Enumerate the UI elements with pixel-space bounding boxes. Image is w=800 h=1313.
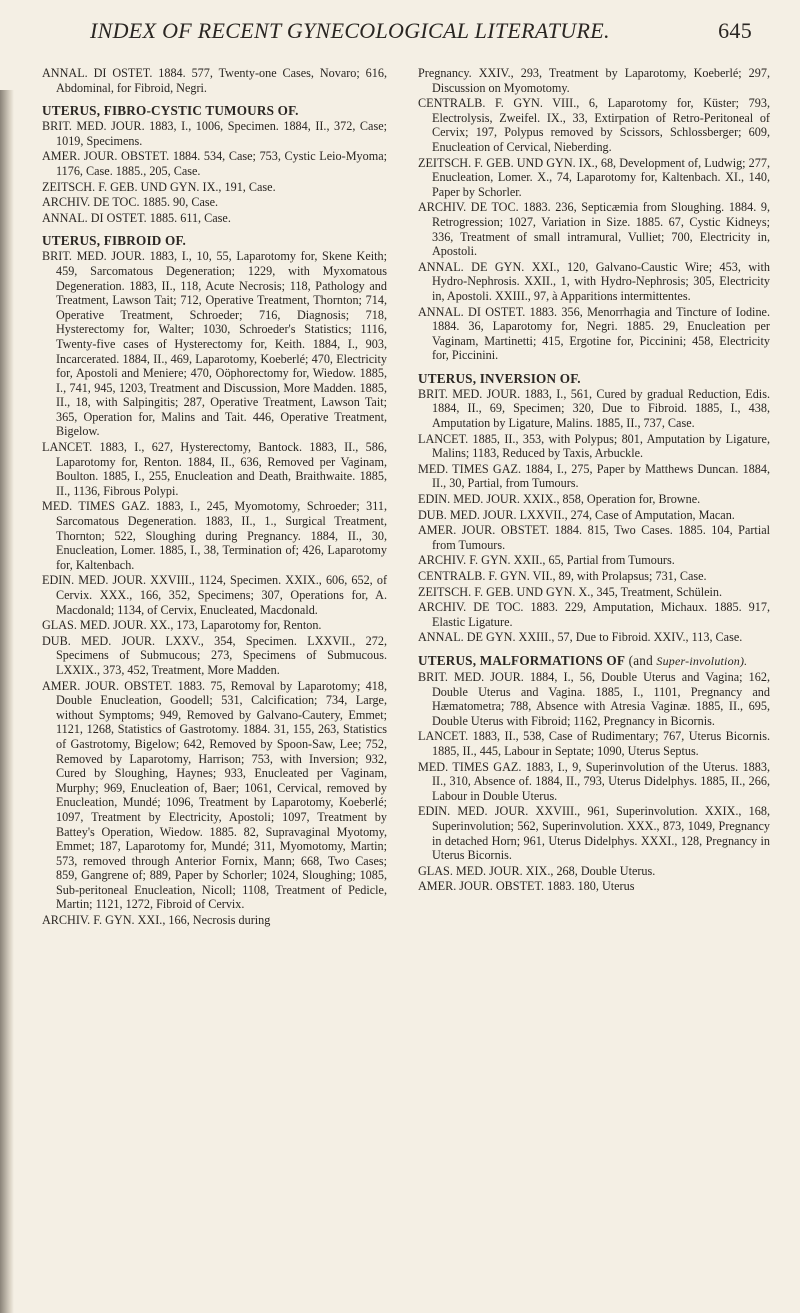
index-entry: ARCHIV. DE TOC. 1883. 236, Septicæmia from Sloughing. 1884. 9, Retrogression; 1027, Variation in Size. 1885. 67, Cystic Kidneys; 336, Treatment of small intramural, Vulliet; 700, Electricity in, Apostoli. bbox=[418, 200, 770, 259]
index-entry: ANNAL. DI OSTET. 1884. 577, Twenty-one Cases, Novaro; 616, Abdominal, for Fibroid, Negri. bbox=[42, 66, 387, 95]
index-heading-text: UTERUS, INVERSION OF. bbox=[418, 370, 581, 386]
index-entry: Pregnancy. XXIV., 293, Treatment by Laparotomy, Koeberlé; 297, Discussion on Myomotomy. bbox=[418, 66, 770, 95]
running-title: INDEX OF RECENT GYNECOLOGICAL LITERATURE. bbox=[90, 18, 610, 43]
index-entry: LANCET. 1883, I., 627, Hysterectomy, Bantock. 1883, II., 586, Laparotomy for, Renton. 1884, II., 636, Removed per Vaginam, Boulton. 1885, I., 255, Enucleation and Death, Braithwaite. 1885, II., 1136, Fibrous Polypi. bbox=[42, 440, 387, 498]
index-entry: EDIN. MED. JOUR. XXVIII., 1124, Specimen. XXIX., 606, 652, of Cervix. XXX., 166, 352, Specimens; 307, Operations for, A. Macdonald; 1134, of Cervix, Enucleated, Macdonald. bbox=[42, 573, 387, 617]
index-entry: DUB. MED. JOUR. LXXV., 354, Specimen. LXXVII., 272, Specimens of Submucous; 273, Specimens of Submucous. LXXIX., 373, 452, Treatment, More Madden. bbox=[42, 633, 387, 677]
index-heading-text: UTERUS, FIBRO-CYSTIC TUMOURS OF. bbox=[42, 103, 299, 119]
index-entry: AMER. JOUR. OBSTET. 1884. 534, Case; 753, Cystic Leio-Myoma; 1176, Case. 1885., 205, Case. bbox=[42, 149, 387, 178]
index-heading bbox=[418, 371, 770, 386]
index-entry: ANNAL. DI OSTET. 1883. 356, Menorrhagia and Tincture of Iodine. 1884. 36, Laparotomy for, Negri. 1885. 29, Enucleation per Vaginam, Martinetti; 415, Ergotine for, Piccinini; 458, Electricity for, Piccinini. bbox=[418, 304, 770, 363]
page-number: 645 bbox=[718, 18, 752, 43]
index-entry: GLAS. MED. JOUR. XX., 173, Laparotomy for, Renton. bbox=[42, 618, 322, 633]
index-entry: DUB. MED. JOUR. LXXVII., 274, Case of Amputation, Macan. bbox=[418, 507, 735, 522]
index-heading-text: UTERUS, FIBROID OF. bbox=[42, 233, 187, 249]
left-column bbox=[42, 66, 387, 929]
index-entry: BRIT. MED. JOUR. 1884, I., 56, Double Uterus and Vagina; 162, Double Uterus and Vagina. 1885, I., 1101, Pregnancy and Hæmatometra; 788, Absence with Atresia Vaginæ. 1885, II., 695, Double Uterus with Fibroid; 1162, Pregnancy in Bicornis. bbox=[418, 669, 770, 728]
index-heading-suffix: (and bbox=[625, 652, 657, 668]
index-entry: ARCHIV. F. GYN. XXII., 65, Partial from Tumours. bbox=[418, 553, 675, 568]
index-entry: ZEITSCH. F. GEB. UND GYN. IX., 191, Case. bbox=[42, 179, 276, 194]
binding-gutter-shadow bbox=[0, 90, 14, 1313]
index-entry: LANCET. 1885, II., 353, with Polypus; 801, Amputation by Ligature, Malins; 1183, Reduced by Taxis, Arbuckle. bbox=[418, 431, 770, 461]
index-entry: CENTRALB. F. GYN. VII., 89, with Prolapsus; 731, Case. bbox=[418, 569, 707, 583]
index-entry: ANNAL. DI OSTET. 1885. 611, Case. bbox=[42, 210, 231, 225]
index-heading-text: UTERUS, MALFORMATIONS OF bbox=[418, 652, 626, 668]
index-entry: MED. TIMES GAZ. 1883, I., 9, Superinvolution of the Uterus. 1883, II., 310, Absence of. 1884, II., 793, Uterus Didelphys. 1885, II., 266, Labour in Double Uterus. bbox=[418, 759, 770, 803]
index-entry: CENTRALB. F. GYN. VIII., 6, Laparotomy for, Küster; 793, Electrolysis, Zweifel. IX., 33, Extirpation of Retro-Peritoneal of Cervix; 197, Polypus removed by Scissors, Schlossberger; 609, Enucleation of Cervical, Nieberding. bbox=[418, 96, 770, 154]
index-heading-subtitle: Super-involution). bbox=[656, 653, 748, 668]
index-entry: AMER. JOUR. OBSTET. 1883. 75, Removal by Laparotomy; 418, Double Enucleation, Goodell; 531, Calcification; 734, Large, without Symptoms; 949, Removed by Galvano-Cautery, Emmet; 1121, 1268, Statistics of Gastrotomy. 1884. 31, 155, 263, Statistics of Gastrotomy, Bigelow; 642, Removed by Spoon-Saw, Lee; 752, Removed by Laparotomy, Harrison; 753, with Inversion; 932, Cured by Sloughing, Haynes; 933, Enucleated per Vaginam, Murphy; 969, Enucleation of, Baer; 1061, Cervical, removed by Enucleation, Mundé; 1096, Treatment by Laparotomy, Koeberlé; 1097, Treatment by Electricity, Apostoli; 1097, Treatment by Battey's Operation, Wiedow. 1885. 82, Supravaginal Myotomy, Emmet; 187, Laparotomy for, Mundé; 311, Myomotomy, Martin; 573, removed through Anterior Fornix, Mann; 668, Two Cases; 859, Gangrene of; 889, Paper by Schorler; 1024, Sloughing; 1085, Sub-peritoneal Enucleation, Nicoll; 1108, Treatment of Pedicle, Martin; 1121, 1272, Fibroid of Cervix. bbox=[42, 678, 387, 912]
index-entry: BRIT. MED. JOUR. 1883, I., 10, 55, Laparotomy for, Skene Keith; 459, Sarcomatous Degeneration; 1229, with Myxomatous Degeneration. 1883, II., 118, Acute Necrosis; 118, Pathology and Treatment, Lawson Tait; 712, Operative Treatment, Thornton; 714, Operative Treatment, Schroeder; 716, Diagnosis; 718, Hysterectomy for, Walter; 1030, Schroeder's Statistics; 1116, Twenty-five cases of Hysterectomy for, Keith. 1884, I., 903, Incarcerated. 1884, II., 469, Laparotomy, Koeberlé; 470, Electricity for, Apostoli and Meniere; 470, Oöphorectomy for, Wiedow. 1885, I., 741, 945, 1203, Treatment and Discussion, More Madden. 1885, II., 18, with Salpingitis; 287, Operative Treatment, Lawson Tait; 365, Operation for, Malins and Tait. 446, Operative Treatment, Bigelow. bbox=[42, 249, 387, 439]
index-heading bbox=[418, 653, 770, 669]
running-header bbox=[0, 18, 800, 58]
index-entry: BRIT. MED. JOUR. 1883, I., 561, Cured by gradual Reduction, Edis. 1884, II., 69, Specimen; 320, Due to Fibroid. 1885, I., 438, Amputation by Ligature, Malins. 1885, II., 737, Case. bbox=[418, 386, 770, 431]
index-entry: AMER. JOUR. OBSTET. 1884. 815, Two Cases. 1885. 104, Partial from Tumours. bbox=[418, 523, 770, 552]
index-entry: ARCHIV. DE TOC. 1885. 90, Case. bbox=[42, 195, 219, 210]
index-entry: ANNAL. DE GYN. XXIII., 57, Due to Fibroid. XXIV., 113, Case. bbox=[418, 630, 743, 645]
index-entry: AMER. JOUR. OBSTET. 1883. 180, Uterus bbox=[418, 879, 635, 894]
index-entry: ANNAL. DE GYN. XXI., 120, Galvano-Caustic Wire; 453, with Hydro-Nephrosis. XXII., 1, with Hydro-Nephrosis; 305, Electricity in, Apostoli. XXIII., 97, à Apparitions intermittentes. bbox=[418, 259, 770, 303]
index-entry: BRIT. MED. JOUR. 1883, I., 1006, Specimen. 1884, II., 372, Case; 1019, Specimens. bbox=[42, 119, 387, 148]
index-entry: GLAS. MED. JOUR. XIX., 268, Double Uterus. bbox=[418, 863, 656, 878]
index-entry: MED. TIMES GAZ. 1883, I., 245, Myomotomy, Schroeder; 311, Sarcomatous Degeneration. 1883, II., 1., Surgical Treatment, Thornton; 522, Sloughing during Pregnancy. 1884, II., 30, Enucleation, Lomer. 1885, I., 38, Termination of; 426, Laparotomy for, Kaltenbach. bbox=[42, 499, 387, 572]
index-entry: ZEITSCH. F. GEB. UND GYN. X., 345, Treatment, Schülein. bbox=[418, 584, 723, 599]
index-entry: ARCHIV. DE TOC. 1883. 229, Amputation, Michaux. 1885. 917, Elastic Ligature. bbox=[418, 600, 770, 629]
index-entry: ZEITSCH. F. GEB. UND GYN. IX., 68, Development of, Ludwig; 277, Enucleation, Lomer. X., 74, Laparotomy for, Kaltenbach. XI., 140, Paper by Schorler. bbox=[418, 155, 770, 199]
right-column bbox=[418, 66, 770, 895]
index-entry: ARCHIV. F. GYN. XXI., 166, Necrosis during bbox=[42, 913, 271, 928]
index-heading bbox=[42, 233, 387, 248]
index-entry: LANCET. 1883, II., 538, Case of Rudimentary; 767, Uterus Bicornis. 1885, II., 445, Labour in Septate; 1090, Uterus Septus. bbox=[418, 729, 770, 758]
index-entry: MED. TIMES GAZ. 1884, I., 275, Paper by Matthews Duncan. 1884, II., 30, Partial, from Tumours. bbox=[418, 461, 770, 491]
index-entry: EDIN. MED. JOUR. XXVIII., 961, Superinvolution. XXIX., 168, Superinvolution; 562, Superinvolution. XXX., 873, 1049, Pregnancy in detached Horn; 961, Uterus Didelphys. XXXI., 128, Pregnancy in Uterus Bicornis. bbox=[418, 804, 770, 863]
index-heading bbox=[42, 103, 387, 118]
index-entry: EDIN. MED. JOUR. XXIX., 858, Operation for, Browne. bbox=[418, 492, 701, 507]
